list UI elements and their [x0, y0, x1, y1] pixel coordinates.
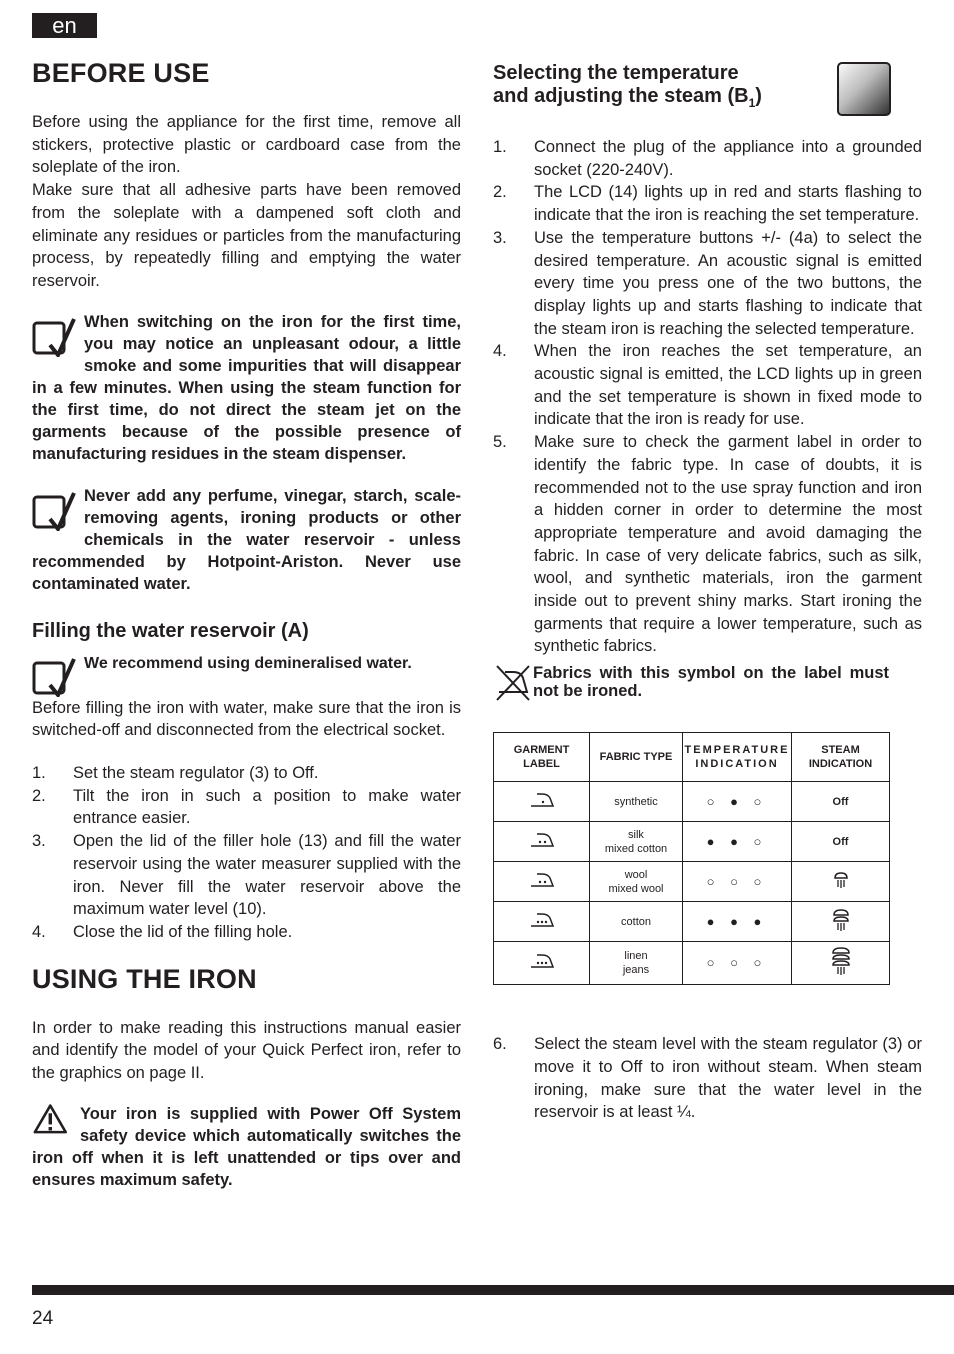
note-demineralised-text: We recommend using demineralised water. [84, 654, 412, 672]
table-header-row [494, 733, 890, 782]
list-item: 1. Set the steam regulator (3) to Off. [32, 764, 319, 783]
steam-level-3-icon [792, 942, 890, 985]
steam-level-1-icon [792, 862, 890, 902]
checkbox-note-icon [32, 489, 76, 531]
steam-gradient-icon [837, 62, 891, 116]
no-iron-note-text: Fabrics with this symbol on the label must not be ironed. [533, 664, 889, 701]
before-use-paragraph-2: Make sure that all adhesive parts have been removed from the soleplate with a dampened soft cloth and eliminate any residues or particles from the manufacturing process, by repeatedly filling and emptying the water reservoir. [32, 181, 461, 290]
checkbox-note-icon [32, 315, 76, 357]
before-use-paragraph-1: Before using the appliance for the first time, remove all stickers, protective plastic or cardboard case from the soleplate of the iron. [32, 113, 461, 177]
list-item: 1. Connect the plug of the appliance into a grounded socket (220-240V). [493, 138, 922, 179]
filling-title: Filling the water reservoir (A) [32, 619, 309, 642]
fabric-cell: wool mixed wool [590, 862, 683, 902]
list-item: 4. When the iron reaches the set temperature, an acoustic signal is emitted, the LCD lights up in green and the set temperature is shown in fixed mode to indicate that the iron is ready for use. [493, 342, 922, 429]
steam-cell: Off [792, 822, 890, 862]
fabric-cell: cotton [590, 902, 683, 942]
note-demineralised [32, 653, 461, 693]
left-column [32, 58, 461, 1191]
language-tag: en [32, 13, 97, 38]
right-column [493, 62, 922, 1124]
do-not-iron-icon [493, 662, 533, 702]
fabric-cell: synthetic [590, 782, 683, 822]
steam-cell: Off [792, 782, 890, 822]
table-row [494, 782, 890, 822]
before-use-title: BEFORE USE [32, 58, 210, 88]
note-first-use [32, 311, 461, 465]
temperature-dots: ○ ○ ○ [683, 942, 792, 985]
filling-paragraph: Before filling the iron with water, make sure that the iron is switched-off and disconnected from the electrical socket. [32, 698, 461, 740]
fabric-cell: linen jeans [590, 942, 683, 985]
iron-label-icon [494, 862, 590, 902]
table-header: FABRIC TYPE [590, 733, 683, 782]
filling-steps [32, 762, 461, 944]
list-item: 5. Make sure to check the garment label in order to identify the fabric type. In case of doubts, it is recommended not to the use spray function and iron a hidden corner in order to determine the most appropriate temperature and avoid damaging the fabric. In case of very delicate fabrics, such as silk, wool, and synthetic materials, iron the garment inside out to prevent shiny marks. Start ironing the garments that require a lower temperature, such as synthetic fabrics. [493, 433, 922, 656]
fabric-cell: silk mixed cotton [590, 822, 683, 862]
iron-label-icon [494, 782, 590, 822]
warning-triangle-icon [32, 1103, 72, 1139]
iron-label-icon [494, 902, 590, 942]
table-row [494, 822, 890, 862]
fabric-table [493, 732, 890, 985]
note-chemicals [32, 485, 461, 595]
page-number: 24 [32, 1308, 54, 1329]
temperature-dots: ○ ○ ○ [683, 862, 792, 902]
list-item: 3. Use the temperature buttons +/- (4a) to select the desired temperature. An acoustic signal is emitted every time you press one of the two buttons, the display lights up and starts flashing to indicate that the steam iron is reaching the selected temperature. [493, 228, 922, 338]
no-iron-note [493, 664, 922, 704]
table-row [494, 942, 890, 985]
temperature-steps [493, 136, 922, 658]
note-chemicals-text: Never add any perfume, vinegar, starch, scale-removing agents, ironing products or other chemicals in the water reservoir - unless recommended by Hotpoint-Ariston. Never use contaminated water. [32, 486, 461, 593]
temperature-dots: ● ● ● [683, 902, 792, 942]
list-item: 4. Close the lid of the filling hole. [32, 922, 293, 941]
list-item: 2. Tilt the iron in such a position to make water entrance easier. [32, 786, 461, 828]
using-iron-paragraph: In order to make reading this instructions manual easier and identify the model of your Quick Perfect iron, refer to the graphics on page II. [32, 1018, 461, 1083]
iron-label-icon [494, 942, 590, 985]
table-header: TEMPERATURE INDICATION [683, 733, 792, 782]
temperature-section-header [493, 62, 922, 116]
temperature-section-title: Selecting the temperature and adjusting the steam $(B_1)$ [493, 62, 762, 110]
table-row [494, 862, 890, 902]
using-iron-title: USING THE IRON [32, 963, 257, 994]
footer-bar [32, 1285, 954, 1295]
checkbox-note-icon [32, 655, 76, 697]
note-first-use-text: When switching on the iron for the first time, you may notice an unpleasant odour, a little smoke and some impurities that will disappear in a few minutes. When using the steam function for the first time, do not direct the steam jet on the garments because of the possible presence of manufacturing residues in the steam dispenser. [32, 312, 461, 463]
list-item: 2. The LCD (14) lights up in red and starts flashing to indicate that the iron is reaching the set temperature. [493, 183, 922, 225]
list-item: 6. Select the steam level with the steam regulator (3) or move it to Off to iron without steam. When steam ironing, make sure that the water level in the reservoir is at least ¼. [493, 1035, 922, 1122]
iron-label-icon [494, 822, 590, 862]
list-item: 3. Open the lid of the filler hole (13) and fill the water reservoir using the water measurer supplied with the iron. Never fill the water reservoir above the maximum water level (10). [32, 832, 461, 919]
temperature-dots: ● ● ○ [683, 822, 792, 862]
table-header: GARMENT LABEL [494, 733, 590, 782]
table-header: STEAM INDICATION [792, 733, 890, 782]
step-6-list [493, 1033, 922, 1124]
table-row [494, 902, 890, 942]
temperature-dots: ○ ● ○ [683, 782, 792, 822]
steam-level-2-icon [792, 902, 890, 942]
warning-power-off-text: Your iron is supplied with Power Off System safety device which automatically switches the iron off when it is left unattended or tips over and ensures maximum safety. [32, 1104, 461, 1189]
warning-power-off [32, 1103, 461, 1191]
